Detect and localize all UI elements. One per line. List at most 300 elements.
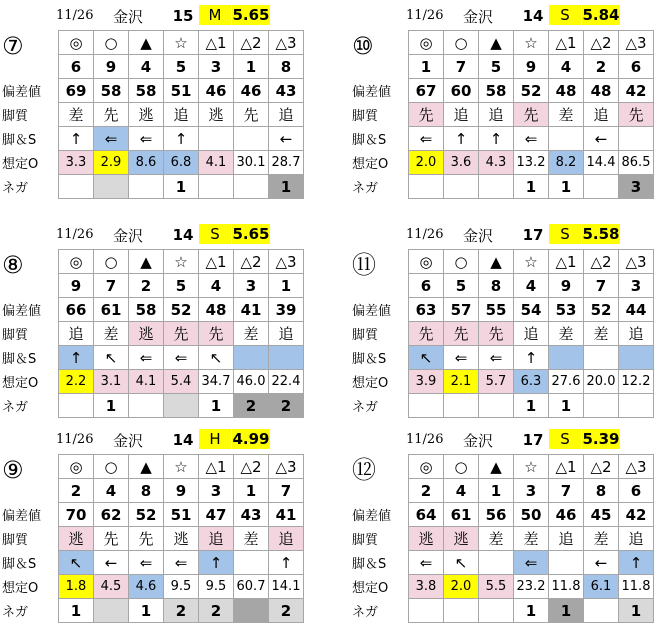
expected-odds-cell: 2.0 <box>444 575 479 599</box>
running-style-cell: 追 <box>59 322 94 346</box>
negative-cell: 1 <box>549 175 584 199</box>
race-index-badge: 4.99 <box>232 430 270 448</box>
race-table <box>350 30 654 199</box>
row-label: 想定O <box>2 157 39 172</box>
row-style <box>350 322 654 346</box>
venue-name: 金沢 <box>463 8 494 26</box>
mark-cell: ◎ <box>409 31 444 55</box>
race-number: ⑧ <box>2 251 24 279</box>
race-panel <box>0 4 310 204</box>
horse-number-cell: 6 <box>619 55 654 79</box>
deviation-cell: 58 <box>479 79 514 103</box>
race-date: 11/26 <box>56 432 94 447</box>
running-style-cell: 追 <box>549 527 584 551</box>
expected-odds-cell: 23.2 <box>514 575 549 599</box>
mark-cell: △1 <box>199 455 234 479</box>
row-label: 想定O <box>352 157 389 172</box>
deviation-cell: 48 <box>584 79 619 103</box>
deviation-cell: 61 <box>444 503 479 527</box>
negative-cell <box>409 175 444 199</box>
deviation-cell: 41 <box>234 298 269 322</box>
horse-number-cell: 4 <box>129 55 164 79</box>
negative-cell: 2 <box>269 599 304 623</box>
pace-arrow-cell: ⇐ <box>479 346 514 370</box>
mark-cell: ☆ <box>164 455 199 479</box>
race-index-badge: 5.65 <box>232 225 270 243</box>
deviation-cell: 43 <box>269 79 304 103</box>
running-style-cell: 追 <box>619 527 654 551</box>
row-style <box>350 527 654 551</box>
running-style-cell: 追 <box>479 103 514 127</box>
row-marks <box>350 250 654 274</box>
race-grade-badge: S <box>549 429 581 449</box>
negative-cell: 1 <box>549 394 584 418</box>
running-style-cell: 追 <box>199 527 234 551</box>
mark-cell: △2 <box>234 250 269 274</box>
mark-cell: △1 <box>549 455 584 479</box>
row-label: ネガ <box>352 400 379 415</box>
row-odds <box>350 575 654 599</box>
row-neg <box>0 175 304 199</box>
horse-number-cell: 9 <box>164 479 199 503</box>
deviation-cell: 56 <box>479 503 514 527</box>
deviation-cell: 44 <box>619 298 654 322</box>
row-label: 脚質 <box>2 328 29 343</box>
expected-odds-cell: 4.5 <box>94 575 129 599</box>
negative-cell <box>59 175 94 199</box>
row-dev <box>350 298 654 322</box>
mark-cell: △3 <box>269 31 304 55</box>
runner-count: 14 <box>172 431 194 449</box>
race-date: 11/26 <box>56 8 94 23</box>
horse-number-cell: 7 <box>444 55 479 79</box>
race-table <box>0 249 304 418</box>
pace-arrow-cell: ⇐ <box>94 127 129 151</box>
row-arrow <box>0 551 304 575</box>
horse-number-cell: 1 <box>269 274 304 298</box>
race-table <box>350 249 654 418</box>
running-style-cell: 差 <box>514 527 549 551</box>
row-label: 想定O <box>352 376 389 391</box>
row-style <box>350 103 654 127</box>
pace-arrow-cell: ⇐ <box>129 551 164 575</box>
mark-cell: △3 <box>269 455 304 479</box>
row-dev <box>350 503 654 527</box>
expected-odds-cell: 6.8 <box>164 151 199 175</box>
row-label: 偏差値 <box>352 304 392 319</box>
deviation-cell: 55 <box>479 298 514 322</box>
running-style-cell: 差 <box>584 527 619 551</box>
expected-odds-cell: 1.8 <box>59 575 94 599</box>
running-style-cell: 先 <box>234 103 269 127</box>
negative-cell <box>59 394 94 418</box>
pace-arrow-cell: ⇐ <box>164 346 199 370</box>
runner-count: 17 <box>522 431 544 449</box>
mark-cell: ○ <box>444 455 479 479</box>
deviation-cell: 48 <box>549 79 584 103</box>
row-arrow <box>0 127 304 151</box>
race-date: 11/26 <box>56 227 94 242</box>
mark-cell: ▲ <box>129 31 164 55</box>
runner-count: 17 <box>522 226 544 244</box>
horse-number-cell: 6 <box>409 274 444 298</box>
negative-cell <box>479 599 514 623</box>
race-table <box>0 30 304 199</box>
row-label: 脚質 <box>2 109 29 124</box>
deviation-cell: 48 <box>199 298 234 322</box>
horse-number-cell: 7 <box>269 479 304 503</box>
row-label: 脚＆S <box>2 557 37 572</box>
row-arrow <box>0 346 304 370</box>
expected-odds-cell: 8.6 <box>129 151 164 175</box>
pace-arrow-cell: ↑ <box>479 127 514 151</box>
negative-cell: 1 <box>59 599 94 623</box>
row-label: 想定O <box>352 581 389 596</box>
row-nums <box>0 55 304 79</box>
deviation-cell: 58 <box>129 79 164 103</box>
horse-number-cell: 6 <box>619 479 654 503</box>
mark-cell: ☆ <box>514 250 549 274</box>
panel-header <box>0 4 310 26</box>
pace-arrow-cell: ↑ <box>619 551 654 575</box>
negative-cell: 1 <box>514 599 549 623</box>
expected-odds-cell: 4.3 <box>479 151 514 175</box>
mark-cell: △3 <box>619 250 654 274</box>
running-style-cell: 追 <box>269 527 304 551</box>
mark-cell: ☆ <box>164 31 199 55</box>
horse-number-cell: 5 <box>479 55 514 79</box>
expected-odds-cell: 5.7 <box>479 370 514 394</box>
mark-cell: ☆ <box>514 455 549 479</box>
horse-number-cell: 4 <box>199 274 234 298</box>
expected-odds-cell: 22.4 <box>269 370 304 394</box>
deviation-cell: 39 <box>269 298 304 322</box>
pace-arrow-cell: ← <box>94 551 129 575</box>
row-label: 脚＆S <box>352 352 387 367</box>
mark-cell: △2 <box>234 455 269 479</box>
row-arrow <box>350 127 654 151</box>
deviation-cell: 60 <box>444 79 479 103</box>
pace-arrow-cell <box>234 551 269 575</box>
pace-arrow-cell: ↑ <box>59 127 94 151</box>
pace-arrow-cell: ↑ <box>59 346 94 370</box>
expected-odds-cell: 11.8 <box>619 575 654 599</box>
row-label: 偏差値 <box>2 304 42 319</box>
negative-cell: 1 <box>269 175 304 199</box>
pace-arrow-cell <box>549 551 584 575</box>
negative-cell <box>409 394 444 418</box>
expected-odds-cell: 28.7 <box>269 151 304 175</box>
negative-cell <box>584 599 619 623</box>
panel-header <box>0 428 310 450</box>
expected-odds-cell: 3.8 <box>409 575 444 599</box>
row-label: 脚＆S <box>352 557 387 572</box>
running-style-cell: 先 <box>94 103 129 127</box>
mark-cell: ◎ <box>409 250 444 274</box>
race-number: ⑫ <box>352 456 376 484</box>
negative-cell <box>444 175 479 199</box>
running-style-cell: 逃 <box>129 103 164 127</box>
row-label: ネガ <box>2 181 29 196</box>
expected-odds-cell: 3.1 <box>94 370 129 394</box>
expected-odds-cell: 34.7 <box>199 370 234 394</box>
row-neg <box>0 599 304 623</box>
venue-name: 金沢 <box>463 227 494 245</box>
mark-cell: ○ <box>94 31 129 55</box>
horse-number-cell: 2 <box>59 479 94 503</box>
venue-name: 金沢 <box>113 432 144 450</box>
pace-arrow-cell <box>199 127 234 151</box>
running-style-cell: 追 <box>514 322 549 346</box>
row-odds <box>0 370 304 394</box>
mark-cell: △3 <box>269 250 304 274</box>
horse-number-cell: 3 <box>199 479 234 503</box>
pace-arrow-cell <box>549 346 584 370</box>
row-label: 偏差値 <box>2 85 42 100</box>
negative-cell: 1 <box>129 599 164 623</box>
race-number: ⑪ <box>352 251 376 279</box>
horse-number-cell: 2 <box>129 274 164 298</box>
pace-arrow-cell: ⇐ <box>514 551 549 575</box>
mark-cell: ○ <box>94 455 129 479</box>
pace-arrow-cell: ↑ <box>269 551 304 575</box>
row-arrow <box>350 346 654 370</box>
pace-arrow-cell: ↖ <box>59 551 94 575</box>
deviation-cell: 52 <box>129 503 164 527</box>
expected-odds-cell: 12.2 <box>619 370 654 394</box>
horse-number-cell: 5 <box>444 274 479 298</box>
horse-number-cell: 5 <box>164 55 199 79</box>
running-style-cell: 先 <box>94 527 129 551</box>
row-marks <box>350 455 654 479</box>
negative-cell: 1 <box>199 394 234 418</box>
horse-number-cell: 1 <box>409 55 444 79</box>
race-grade-badge: M <box>199 5 231 25</box>
race-index-badge: 5.58 <box>582 225 620 243</box>
horse-number-cell: 4 <box>444 479 479 503</box>
row-marks <box>0 455 304 479</box>
negative-cell <box>94 599 129 623</box>
horse-number-cell: 8 <box>129 479 164 503</box>
row-odds <box>350 151 654 175</box>
race-grade-badge: H <box>199 429 231 449</box>
deviation-cell: 52 <box>514 79 549 103</box>
horse-number-cell: 3 <box>199 55 234 79</box>
venue-name: 金沢 <box>463 432 494 450</box>
horse-number-cell: 9 <box>549 274 584 298</box>
row-style <box>0 322 304 346</box>
expected-odds-cell: 5.5 <box>479 575 514 599</box>
expected-odds-cell: 3.6 <box>444 151 479 175</box>
horse-number-cell: 4 <box>94 479 129 503</box>
pace-arrow-cell: ← <box>584 127 619 151</box>
row-label: ネガ <box>352 605 379 620</box>
horse-number-cell: 9 <box>514 55 549 79</box>
row-label: ネガ <box>352 181 379 196</box>
expected-odds-cell: 46.0 <box>234 370 269 394</box>
deviation-cell: 46 <box>199 79 234 103</box>
expected-odds-cell: 4.1 <box>129 370 164 394</box>
mark-cell: ▲ <box>129 455 164 479</box>
deviation-cell: 43 <box>234 503 269 527</box>
race-date: 11/26 <box>406 432 444 447</box>
running-style-cell: 逃 <box>59 527 94 551</box>
negative-cell: 1 <box>164 175 199 199</box>
row-label: 脚質 <box>2 533 29 548</box>
race-number: ⑨ <box>2 456 24 484</box>
row-dev <box>350 79 654 103</box>
negative-cell <box>164 394 199 418</box>
race-index-badge: 5.39 <box>582 430 620 448</box>
row-label: 想定O <box>2 581 39 596</box>
row-nums <box>350 55 654 79</box>
horse-number-cell: 9 <box>59 274 94 298</box>
deviation-cell: 63 <box>409 298 444 322</box>
race-date: 11/26 <box>406 227 444 242</box>
expected-odds-cell: 8.2 <box>549 151 584 175</box>
running-style-cell: 先 <box>129 527 164 551</box>
race-panel <box>0 428 310 628</box>
negative-cell: 1 <box>94 394 129 418</box>
row-label: 脚質 <box>352 328 379 343</box>
negative-cell <box>234 175 269 199</box>
running-style-cell: 逃 <box>164 527 199 551</box>
panel-header <box>350 223 660 245</box>
race-date: 11/26 <box>406 8 444 23</box>
horse-number-cell: 7 <box>549 479 584 503</box>
row-nums <box>0 274 304 298</box>
mark-cell: △2 <box>584 250 619 274</box>
row-marks <box>0 250 304 274</box>
row-neg <box>350 175 654 199</box>
negative-cell: 2 <box>164 599 199 623</box>
mark-cell: △1 <box>199 31 234 55</box>
running-style-cell: 差 <box>234 527 269 551</box>
expected-odds-cell: 6.3 <box>514 370 549 394</box>
running-style-cell: 逃 <box>409 527 444 551</box>
race-grade-badge: S <box>549 224 581 244</box>
pace-arrow-cell <box>269 346 304 370</box>
pace-arrow-cell: ↑ <box>514 346 549 370</box>
pace-arrow-cell: ↖ <box>199 346 234 370</box>
race-number: ⑩ <box>352 32 374 60</box>
horse-number-cell: 7 <box>94 274 129 298</box>
horse-number-cell: 3 <box>234 274 269 298</box>
expected-odds-cell: 2.1 <box>444 370 479 394</box>
mark-cell: △1 <box>549 31 584 55</box>
deviation-cell: 52 <box>164 298 199 322</box>
pace-arrow-cell <box>479 551 514 575</box>
running-style-cell: 先 <box>514 103 549 127</box>
deviation-cell: 46 <box>549 503 584 527</box>
running-style-cell: 追 <box>269 103 304 127</box>
running-style-cell: 追 <box>619 322 654 346</box>
expected-odds-cell: 3.3 <box>59 151 94 175</box>
pace-arrow-cell <box>619 127 654 151</box>
deviation-cell: 58 <box>129 298 164 322</box>
deviation-cell: 70 <box>59 503 94 527</box>
expected-odds-cell: 4.6 <box>129 575 164 599</box>
horse-number-cell: 1 <box>234 479 269 503</box>
deviation-cell: 45 <box>584 503 619 527</box>
row-label: ネガ <box>2 605 29 620</box>
expected-odds-cell: 86.5 <box>619 151 654 175</box>
negative-cell <box>584 175 619 199</box>
horse-number-cell: 4 <box>549 55 584 79</box>
running-style-cell: 差 <box>584 322 619 346</box>
mark-cell: △2 <box>584 455 619 479</box>
running-style-cell: 先 <box>164 322 199 346</box>
runner-count: 14 <box>522 7 544 25</box>
pace-arrow-cell <box>549 127 584 151</box>
pace-arrow-cell: ⇐ <box>409 551 444 575</box>
running-style-cell: 差 <box>549 103 584 127</box>
negative-cell <box>479 394 514 418</box>
race-panel <box>350 223 660 423</box>
row-neg <box>350 599 654 623</box>
running-style-cell: 追 <box>269 322 304 346</box>
expected-odds-cell: 20.0 <box>584 370 619 394</box>
row-neg <box>350 394 654 418</box>
pace-arrow-cell: ↑ <box>199 551 234 575</box>
running-style-cell: 逃 <box>199 103 234 127</box>
mark-cell: ▲ <box>479 31 514 55</box>
deviation-cell: 69 <box>59 79 94 103</box>
row-nums <box>350 479 654 503</box>
race-grade-badge: S <box>549 5 581 25</box>
pace-arrow-cell: ⇐ <box>164 551 199 575</box>
mark-cell: ◎ <box>59 31 94 55</box>
deviation-cell: 64 <box>409 503 444 527</box>
horse-number-cell: 8 <box>269 55 304 79</box>
horse-number-cell: 7 <box>584 274 619 298</box>
expected-odds-cell: 9.5 <box>199 575 234 599</box>
deviation-cell: 42 <box>619 503 654 527</box>
pace-arrow-cell: ↖ <box>444 551 479 575</box>
deviation-cell: 67 <box>409 79 444 103</box>
expected-odds-cell: 2.0 <box>409 151 444 175</box>
mark-cell: △3 <box>619 455 654 479</box>
negative-cell <box>479 175 514 199</box>
deviation-cell: 42 <box>619 79 654 103</box>
negative-cell <box>584 394 619 418</box>
pace-arrow-cell: ← <box>584 551 619 575</box>
deviation-cell: 58 <box>94 79 129 103</box>
mark-cell: ○ <box>444 31 479 55</box>
runner-count: 14 <box>172 226 194 244</box>
row-style <box>0 103 304 127</box>
deviation-cell: 46 <box>234 79 269 103</box>
race-index-badge: 5.65 <box>232 6 270 24</box>
row-label: 脚質 <box>352 533 379 548</box>
expected-odds-cell: 60.7 <box>234 575 269 599</box>
horse-number-cell: 3 <box>514 479 549 503</box>
pace-arrow-cell: ⇐ <box>514 127 549 151</box>
pace-arrow-cell: ↑ <box>444 127 479 151</box>
negative-cell <box>234 599 269 623</box>
deviation-cell: 47 <box>199 503 234 527</box>
expected-odds-cell: 4.1 <box>199 151 234 175</box>
row-marks <box>0 31 304 55</box>
horse-number-cell: 2 <box>584 55 619 79</box>
running-style-cell: 追 <box>444 103 479 127</box>
horse-number-cell: 1 <box>234 55 269 79</box>
deviation-cell: 52 <box>584 298 619 322</box>
negative-cell <box>199 175 234 199</box>
venue-name: 金沢 <box>113 227 144 245</box>
horse-number-cell: 8 <box>479 274 514 298</box>
row-odds <box>0 151 304 175</box>
